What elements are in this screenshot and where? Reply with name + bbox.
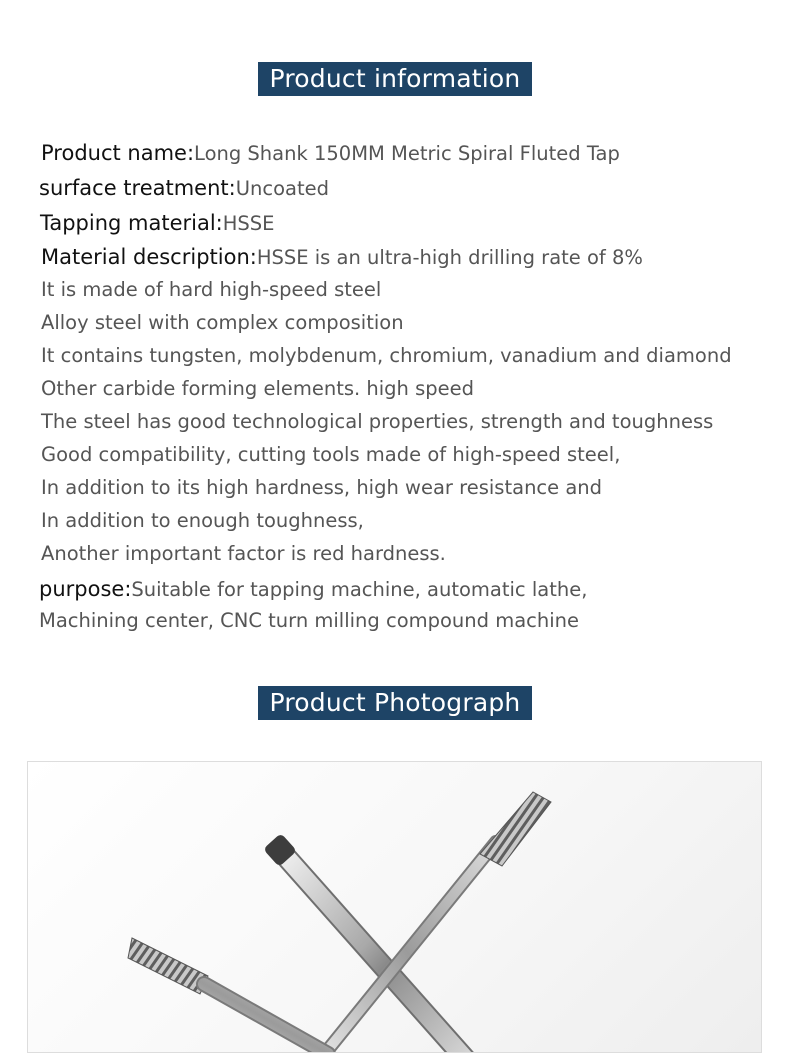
material-description-line-1: It is made of hard high-speed steel xyxy=(41,278,382,301)
tapping-material-label: Tapping material: xyxy=(40,211,223,235)
purpose-line xyxy=(39,574,587,605)
tapping-material-line xyxy=(40,208,275,239)
product-information-heading xyxy=(0,62,790,96)
product-name-value: Long Shank 150MM Metric Spiral Fluted Tap xyxy=(194,142,620,165)
spiral-taps-illustration xyxy=(28,762,761,1052)
material-description-value: HSSE is an ultra-high drilling rate of 8% xyxy=(256,246,643,269)
tapping-material-value: HSSE xyxy=(222,212,275,235)
material-description-label: Material description: xyxy=(41,245,257,269)
material-description-line-3: It contains tungsten, molybdenum, chromium, vanadium and diamond xyxy=(41,344,732,367)
material-description-line-5: The steel has good technological properties, strength and toughness xyxy=(41,410,714,433)
purpose-continuation: Machining center, CNC turn milling compound machine xyxy=(39,609,580,632)
tap-shank-left xyxy=(263,833,468,1052)
surface-treatment-value: Uncoated xyxy=(235,177,329,200)
purpose-value: Suitable for tapping machine, automatic lathe, xyxy=(131,578,588,601)
purpose-label: purpose: xyxy=(39,577,132,601)
product-information-heading-text: Product information xyxy=(258,62,533,96)
material-description-line-4: Other carbide forming elements. high speed xyxy=(41,377,475,400)
material-description-line-9: Another important factor is red hardness. xyxy=(41,542,446,565)
surface-treatment-label: surface treatment: xyxy=(39,176,236,200)
material-description-line-7: In addition to its high hardness, high wear resistance and xyxy=(41,476,603,499)
material-description-line-8: In addition to enough toughness, xyxy=(41,509,364,532)
product-name-label: Product name: xyxy=(41,141,195,165)
product-photograph-heading xyxy=(0,686,790,720)
material-description-line-2: Alloy steel with complex composition xyxy=(41,311,404,334)
product-name-line xyxy=(41,138,620,169)
material-description-line-6: Good compatibility, cutting tools made of high-speed steel, xyxy=(41,443,621,466)
tap-lower-left xyxy=(128,938,328,1052)
surface-treatment-line xyxy=(39,173,329,204)
material-description-line xyxy=(41,242,643,273)
product-photo xyxy=(27,761,762,1053)
product-photograph-heading-text: Product Photograph xyxy=(258,686,533,720)
